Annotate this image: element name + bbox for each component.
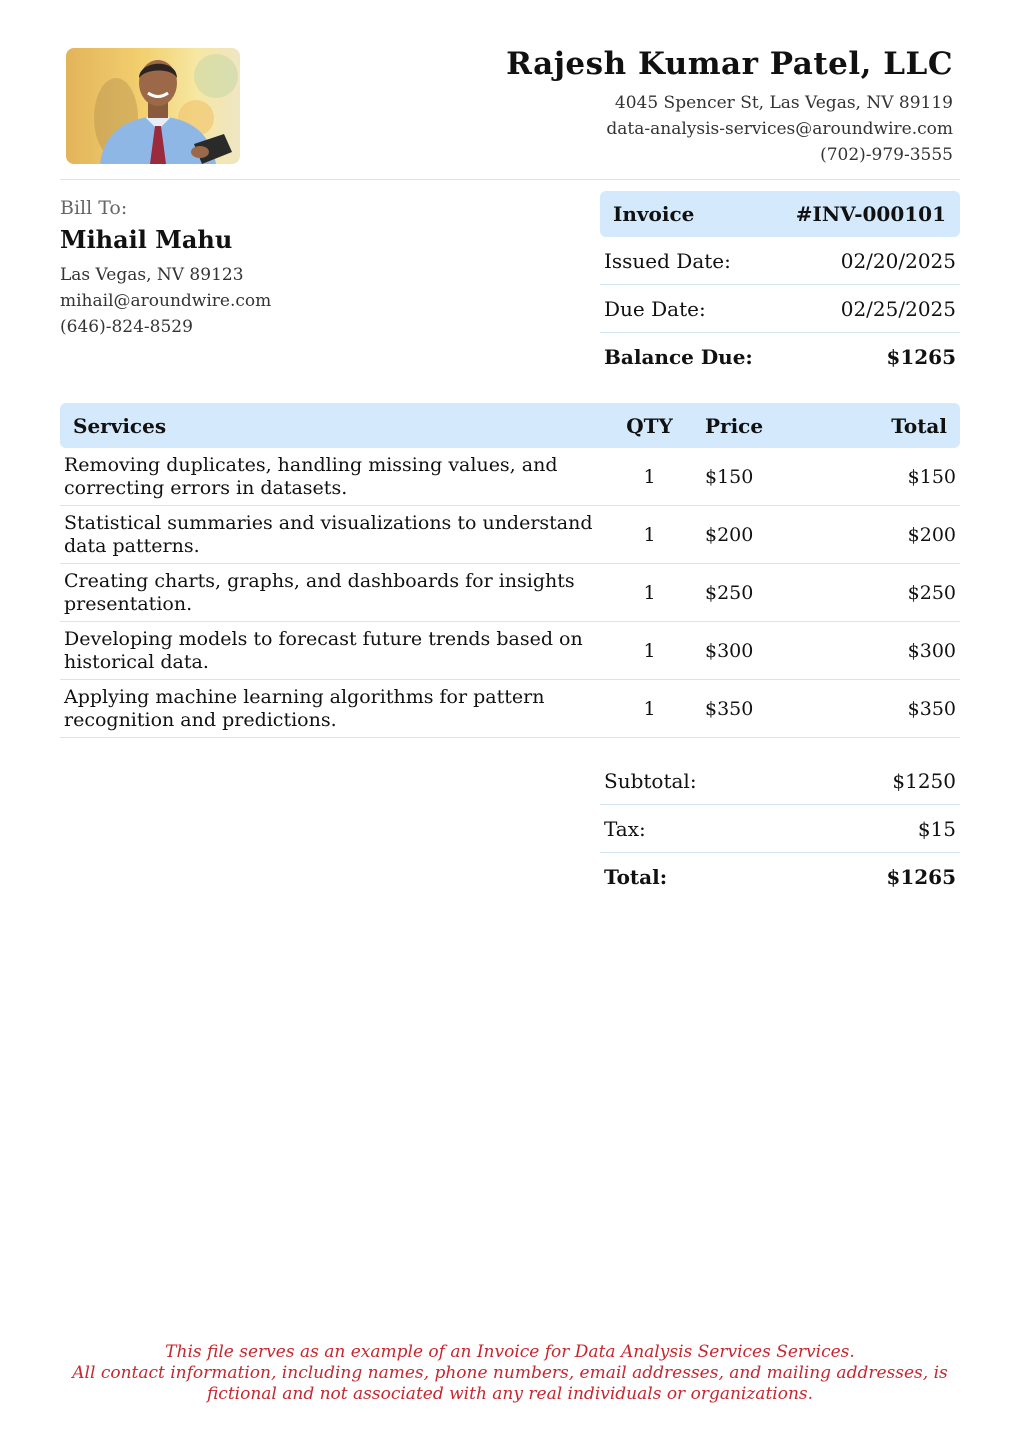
service-description: Removing duplicates, handling missing values, and correcting errors in datasets. <box>64 453 558 499</box>
tax-label: Tax: <box>604 816 646 841</box>
service-description: Developing models to forecast future trends based on historical data. <box>64 627 583 673</box>
table-row <box>60 506 960 564</box>
company-email[interactable]: data-analysis-services@aroundwire.com <box>606 119 953 139</box>
subtotal-label: Subtotal: <box>604 768 697 793</box>
service-price: $300 <box>705 639 754 662</box>
service-total: $350 <box>907 697 956 720</box>
services-table <box>60 403 960 738</box>
subtotal-row <box>600 757 960 805</box>
balance-due-row <box>600 333 960 380</box>
header-price: Price <box>705 413 764 438</box>
service-description: Creating charts, graphs, and dashboards for insights presentation. <box>64 569 575 615</box>
due-date-value: 02/25/2025 <box>840 296 956 321</box>
balance-due-label: Balance Due: <box>604 344 753 369</box>
company-phone[interactable]: (702)-979-3555 <box>820 145 953 165</box>
invoice-number: #INV-000101 <box>795 202 946 226</box>
service-total: $250 <box>907 581 956 604</box>
header-total: Total <box>891 413 947 438</box>
service-price: $250 <box>705 581 754 604</box>
issued-date-row <box>600 237 960 285</box>
table-row <box>60 622 960 680</box>
person-illustration <box>66 48 240 164</box>
service-description: Statistical summaries and visualizations to understand data patterns. <box>64 511 593 557</box>
due-date-row <box>600 285 960 333</box>
tax-value: $15 <box>917 816 956 841</box>
service-qty: 1 <box>643 581 656 604</box>
service-price: $200 <box>705 523 754 546</box>
bill-to-block <box>60 197 271 340</box>
service-description: Applying machine learning algorithms for pattern recognition and predictions. <box>64 685 545 731</box>
client-address: Las Vegas, NV 89123 <box>60 265 244 285</box>
client-phone[interactable]: (646)-824-8529 <box>60 317 193 337</box>
client-email[interactable]: mihail@aroundwire.com <box>60 291 272 311</box>
disclaimer-line-1: This file serves as an example of an Invoice for Data Analysis Services Services. <box>165 1342 855 1362</box>
invoice-label: Invoice <box>613 202 695 226</box>
tax-row <box>600 805 960 853</box>
table-row <box>60 564 960 622</box>
disclaimer-footer <box>20 1342 1000 1405</box>
invoice-header <box>600 191 960 237</box>
company-name: Rajesh Kumar Patel, LLC <box>506 46 953 82</box>
service-qty: 1 <box>643 639 656 662</box>
total-value: $1265 <box>886 864 956 889</box>
issued-date-label: Issued Date: <box>604 248 731 273</box>
disclaimer-line-2: All contact information, including names, phone numbers, email addresses, and mailing addresses, is <box>72 1363 948 1383</box>
service-qty: 1 <box>643 465 656 488</box>
service-price: $350 <box>705 697 754 720</box>
client-name: Mihail Mahu <box>60 225 233 254</box>
service-price: $150 <box>705 465 754 488</box>
header-services: Services <box>73 413 167 438</box>
issued-date-value: 02/20/2025 <box>840 248 956 273</box>
table-row <box>60 680 960 738</box>
company-info <box>506 46 953 168</box>
service-total: $300 <box>907 639 956 662</box>
service-total: $200 <box>907 523 956 546</box>
header-divider <box>60 179 960 180</box>
table-row <box>60 448 960 506</box>
company-address: 4045 Spencer St, Las Vegas, NV 89119 <box>614 93 953 113</box>
service-total: $150 <box>907 465 956 488</box>
due-date-label: Due Date: <box>604 296 706 321</box>
service-qty: 1 <box>643 523 656 546</box>
balance-due-value: $1265 <box>886 344 956 369</box>
bill-to-label: Bill To: <box>60 197 128 219</box>
total-row <box>600 853 960 900</box>
company-photo <box>66 48 240 164</box>
table-header <box>60 403 960 448</box>
disclaimer-line-3: fictional and not associated with any real individuals or organizations. <box>206 1384 814 1404</box>
invoice-meta <box>600 191 960 380</box>
service-qty: 1 <box>643 697 656 720</box>
totals-block <box>600 757 960 900</box>
header-qty: QTY <box>626 413 673 438</box>
total-label: Total: <box>604 864 668 889</box>
subtotal-value: $1250 <box>892 768 956 793</box>
